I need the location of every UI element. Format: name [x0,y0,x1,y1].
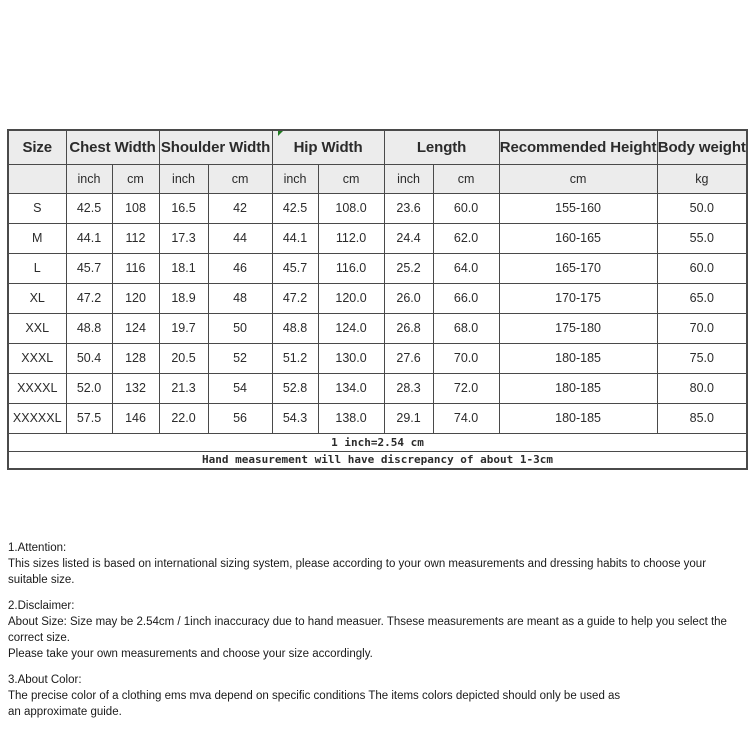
size-cell: XXXXXL [8,403,66,433]
value-cell: 165-170 [499,253,657,283]
units-row [8,164,747,193]
value-cell: 120.0 [318,283,384,313]
value-cell: 29.1 [384,403,433,433]
value-cell: 180-185 [499,403,657,433]
value-cell: 155-160 [499,193,657,223]
value-cell: 74.0 [433,403,499,433]
value-cell: 42.5 [66,193,112,223]
value-cell: 20.5 [159,343,208,373]
table-row [8,313,747,343]
value-cell: 175-180 [499,313,657,343]
value-cell: 42.5 [272,193,318,223]
value-cell: 45.7 [66,253,112,283]
value-cell: 60.0 [657,253,747,283]
unit-chest-inch: inch [66,164,112,193]
value-cell: 23.6 [384,193,433,223]
value-cell: 28.3 [384,373,433,403]
value-cell: 132 [112,373,159,403]
value-cell: 134.0 [318,373,384,403]
unit-hip-inch: inch [272,164,318,193]
value-cell: 26.0 [384,283,433,313]
section-disclaimer [8,598,748,662]
value-cell: 180-185 [499,373,657,403]
value-cell: 62.0 [433,223,499,253]
note-row [8,433,747,451]
value-cell: 116 [112,253,159,283]
value-cell: 22.0 [159,403,208,433]
value-cell: 68.0 [433,313,499,343]
value-cell: 72.0 [433,373,499,403]
value-cell: 66.0 [433,283,499,313]
size-cell: XL [8,283,66,313]
unit-chest-cm: cm [112,164,159,193]
value-cell: 70.0 [657,313,747,343]
value-cell: 124.0 [318,313,384,343]
value-cell: 64.0 [433,253,499,283]
value-cell: 52.0 [66,373,112,403]
value-cell: 47.2 [66,283,112,313]
value-cell: 45.7 [272,253,318,283]
value-cell: 48.8 [272,313,318,343]
value-cell: 48 [208,283,272,313]
value-cell: 120 [112,283,159,313]
unit-body-weight-kg: kg [657,164,747,193]
value-cell: 27.6 [384,343,433,373]
section-heading: 3.About Color: [8,674,82,686]
value-cell: 65.0 [657,283,747,313]
value-cell: 16.5 [159,193,208,223]
value-cell: 48.8 [66,313,112,343]
value-cell: 54.3 [272,403,318,433]
col-header-recommended-height: Recommended Height [499,130,657,164]
value-cell: 46 [208,253,272,283]
value-cell: 50.4 [66,343,112,373]
table-row [8,223,747,253]
value-cell: 146 [112,403,159,433]
col-header-shoulder-width: Shoulder Width [159,130,272,164]
col-header-length: Length [384,130,499,164]
unit-hip-cm: cm [318,164,384,193]
value-cell: 21.3 [159,373,208,403]
value-cell: 51.2 [272,343,318,373]
table-row [8,253,747,283]
value-cell: 18.9 [159,283,208,313]
unit-recommended-height-cm: cm [499,164,657,193]
value-cell: 116.0 [318,253,384,283]
value-cell: 130.0 [318,343,384,373]
col-header-body-weight: Body weight [657,130,747,164]
value-cell: 52 [208,343,272,373]
value-cell: 50.0 [657,193,747,223]
table-body [8,193,747,433]
value-cell: 55.0 [657,223,747,253]
size-cell: XXXXL [8,373,66,403]
value-cell: 80.0 [657,373,747,403]
value-cell: 138.0 [318,403,384,433]
table-row [8,373,747,403]
table-row [8,283,747,313]
section-attention [8,540,748,588]
header-row [8,130,747,164]
table-row [8,403,747,433]
size-cell: XXL [8,313,66,343]
value-cell: 56 [208,403,272,433]
table-row [8,193,747,223]
value-cell: 57.5 [66,403,112,433]
unit-length-inch: inch [384,164,433,193]
note-row [8,451,747,469]
value-cell: 108 [112,193,159,223]
value-cell: 25.2 [384,253,433,283]
col-header-chest-width: Chest Width [66,130,159,164]
unit-shoulder-cm: cm [208,164,272,193]
value-cell: 19.7 [159,313,208,343]
value-cell: 24.4 [384,223,433,253]
value-cell: 60.0 [433,193,499,223]
table-row [8,343,747,373]
col-header-hip-width: Hip Width [272,130,384,164]
notes-text-block [8,540,748,730]
note-hand-measurement: Hand measurement will have discrepancy of about 1-3cm [8,451,747,469]
section-line: The precise color of a clothing ems mva depend on specific conditions The items colors depicted should only be used as [8,690,621,702]
value-cell: 70.0 [433,343,499,373]
value-cell: 52.8 [272,373,318,403]
section-line: This sizes listed is based on international sizing system, please according to your own measurements and dressing habits to choose your suitable size. [8,558,707,586]
value-cell: 18.1 [159,253,208,283]
section-line: About Size: Size may be 2.54cm / 1inch inaccuracy due to hand measuer. Thsese measurements are meant as a guide to help you select the correct size. [8,616,727,644]
size-cell: L [8,253,66,283]
section-heading: 2.Disclaimer: [8,600,75,612]
value-cell: 50 [208,313,272,343]
value-cell: 44 [208,223,272,253]
value-cell: 180-185 [499,343,657,373]
size-cell: S [8,193,66,223]
section-line: an approximate guide. [8,706,122,718]
value-cell: 17.3 [159,223,208,253]
unit-size-empty [8,164,66,193]
value-cell: 26.8 [384,313,433,343]
value-cell: 170-175 [499,283,657,313]
value-cell: 160-165 [499,223,657,253]
value-cell: 54 [208,373,272,403]
value-cell: 44.1 [272,223,318,253]
size-chart-table [7,129,748,470]
cell-comment-marker-icon [278,131,283,136]
value-cell: 124 [112,313,159,343]
value-cell: 85.0 [657,403,747,433]
value-cell: 47.2 [272,283,318,313]
section-line: Please take your own measurements and choose your size accordingly. [8,648,373,660]
value-cell: 108.0 [318,193,384,223]
size-cell: XXXL [8,343,66,373]
unit-shoulder-inch: inch [159,164,208,193]
section-about-color [8,672,748,720]
section-heading: 1.Attention: [8,542,67,554]
value-cell: 128 [112,343,159,373]
value-cell: 42 [208,193,272,223]
value-cell: 112 [112,223,159,253]
value-cell: 44.1 [66,223,112,253]
value-cell: 75.0 [657,343,747,373]
col-header-size: Size [8,130,66,164]
note-inch-conversion: 1 inch=2.54 cm [8,433,747,451]
unit-length-cm: cm [433,164,499,193]
value-cell: 112.0 [318,223,384,253]
size-cell: M [8,223,66,253]
